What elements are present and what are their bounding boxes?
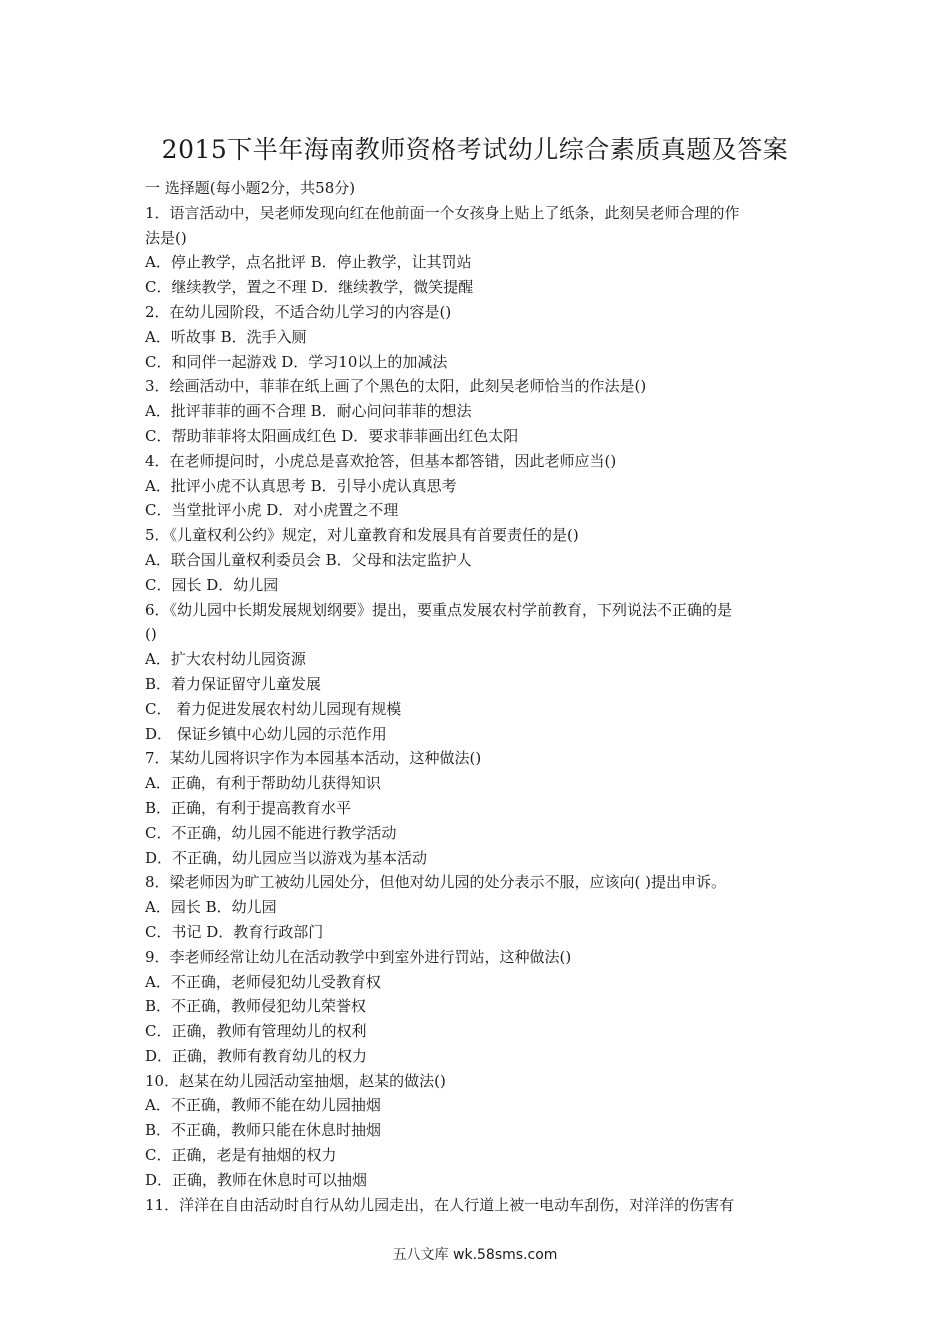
text-line: A．不正确，老师侵犯幼儿受教育权 xyxy=(145,972,381,991)
text-line: C．正确，老是有抽烟的权力 xyxy=(145,1146,337,1165)
text-line: A．不正确，教师不能在幼儿园抽烟 xyxy=(145,1096,381,1115)
text-line: D．正确，教师有教育幼儿的权力 xyxy=(145,1046,368,1065)
text-line: 7．某幼儿园将识字作为本园基本活动，这种做法() xyxy=(145,749,482,768)
text-line: 5．《儿童权利公约》规定，对儿童教育和发展具有首要责任的是() xyxy=(145,526,579,545)
text-line: C．不正确，幼儿园不能进行教学活动 xyxy=(145,823,397,842)
text-line: A．园长 B．幼儿园 xyxy=(145,898,277,917)
text-line: D．不正确，幼儿园应当以游戏为基本活动 xyxy=(145,848,428,867)
text-line: C．当堂批评小虎 D．对小虎置之不理 xyxy=(145,501,399,520)
text-line: C．书记 D．教育行政部门 xyxy=(145,922,324,941)
text-line: B．着力保证留守儿童发展 xyxy=(145,674,322,693)
text-line: C．园长 D．幼儿园 xyxy=(145,575,279,594)
text-line: B．正确，有利于提高教育水平 xyxy=(145,798,352,817)
footer-watermark: 五八文库 wk.58sms.com xyxy=(392,1247,558,1263)
text-line: A．正确，有利于帮助幼儿获得知识 xyxy=(145,774,381,793)
text-line: 一 选择题(每小题2分，共58分) xyxy=(145,179,356,197)
text-line: 3．绘画活动中，菲菲在纸上画了个黑色的太阳，此刻吴老师恰当的作法是() xyxy=(145,377,647,396)
text-line: A．听故事 B．洗手入厕 xyxy=(145,327,307,346)
text-line: A．停止教学，点名批评 B．停止教学，让其罚站 xyxy=(145,253,472,272)
text-line: 1．语言活动中，吴老师发现向红在他前面一个女孩身上贴上了纸条，此刻吴老师合理的作 xyxy=(145,203,740,222)
text-line: A．批评小虎不认真思考 B．引导小虎认真思考 xyxy=(145,476,457,495)
text-line: C．继续教学，置之不理 D．继续教学，微笑提醒 xyxy=(145,278,474,297)
text-line: 法是() xyxy=(145,228,187,247)
text-line: 4．在老师提问时，小虎总是喜欢抢答，但基本都答错，因此老师应当() xyxy=(145,451,617,470)
text-line: C．正确，教师有管理幼儿的权利 xyxy=(145,1022,367,1041)
text-line: 10．赵某在幼儿园活动室抽烟，赵某的做法() xyxy=(145,1071,446,1090)
text-line: 6．《幼儿园中长期发展规划纲要》提出，要重点发展农村学前教育，下列说法不正确的是 xyxy=(145,600,733,619)
text-line: () xyxy=(145,625,157,644)
text-line: C．和同伴一起游戏 D．学习10以上的加减法 xyxy=(145,352,448,371)
document-title: 2015下半年海南教师资格考试幼儿综合素质真题及答案 xyxy=(161,135,789,164)
text-line: C．帮助菲菲将太阳画成红色 D．要求菲菲画出红色太阳 xyxy=(145,426,519,445)
text-line: 11．洋洋在自由活动时自行从幼儿园走出，在人行道上被一电动车刮伤，对洋洋的伤害有 xyxy=(145,1195,735,1214)
text-line: 8．梁老师因为旷工被幼儿园处分，但他对幼儿园的处分表示不服，应该向( )提出申诉。 xyxy=(145,873,727,892)
document-body xyxy=(145,176,810,1217)
text-line: 2．在幼儿园阶段，不适合幼儿学习的内容是() xyxy=(145,302,452,321)
text-line: A．批评菲菲的画不合理 B．耐心问问菲菲的想法 xyxy=(145,402,472,421)
text-line: A．扩大农村幼儿园资源 xyxy=(145,650,306,669)
text-line: D．正确，教师在休息时可以抽烟 xyxy=(145,1170,368,1189)
text-line: C． 着力促进发展农村幼儿园现有规模 xyxy=(145,699,402,718)
text-line: 9．李老师经常让幼儿在活动教学中到室外进行罚站，这种做法() xyxy=(145,947,572,966)
text-line: A．联合国儿童权利委员会 B．父母和法定监护人 xyxy=(145,550,472,569)
text-line: B．不正确，教师只能在休息时抽烟 xyxy=(145,1121,382,1140)
text-line: B．不正确，教师侵犯幼儿荣誉权 xyxy=(145,997,367,1016)
text-line: D． 保证乡镇中心幼儿园的示范作用 xyxy=(145,724,387,743)
